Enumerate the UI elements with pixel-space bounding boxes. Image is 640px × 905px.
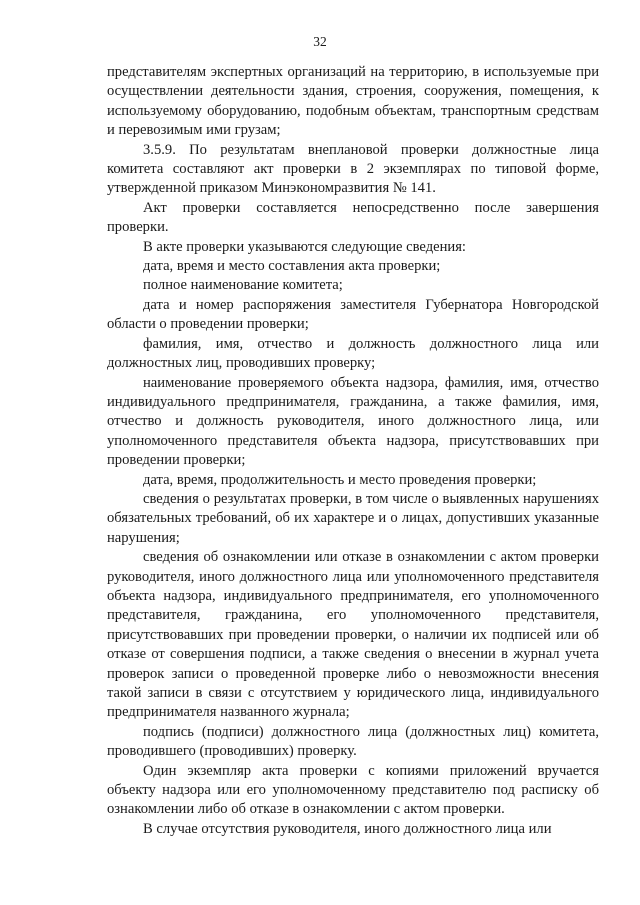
paragraph-9: наименование проверяемого объекта надзора, фамилия, имя, отчество индивидуального предпринимателя, гражданина, а также фамилия, имя, отчество и должность руководителя, иного должностного лица, или уполномоченного представителя объекта надзора, присутствовавших при проведении проверки; bbox=[107, 374, 599, 469]
document-body bbox=[107, 63, 599, 839]
paragraph-10: дата, время, продолжительность и место проведения проверки; bbox=[143, 471, 537, 488]
paragraph-12: сведения об ознакомлении или отказе в ознакомлении с актом проверки руководителя, иного должностного лица или уполномоченного представителя объекта надзора, индивидуального предпринимателя, его уполномоченного представителя, гражданина, его уполномоченного представителя, присутствовавших при проведении проверки, о наличии их подписей или об отказе от совершения подписи, а также сведения о внесении в журнал учета проверок записи о проведенной проверке либо о невозможности внесения такой записи в связи с отсутствием у юридического лица, индивидуального предпринимателя названного журнала; bbox=[107, 549, 599, 721]
paragraph-11: сведения о результатах проверки, в том числе о выявленных нарушениях обязательных требований, об их характере и о лицах, допустивших указанные нарушения; bbox=[107, 490, 599, 546]
paragraph-2: 3.5.9. По результатам внеплановой проверки должностные лица комитета составляют акт проверки в 2 экземплярах по типовой форме, утвержденной приказом Минэкономразвития № 141. bbox=[107, 141, 599, 197]
paragraph-4: В акте проверки указываются следующие сведения: bbox=[143, 238, 466, 255]
paragraph-8: фамилия, имя, отчество и должность должностного лица или должностных лиц, проводивших проверку; bbox=[107, 335, 599, 372]
paragraph-13: подпись (подписи) должностного лица (должностных лиц) комитета, проводившего (проводивших) проверку. bbox=[107, 723, 599, 760]
paragraph-6: полное наименование комитета; bbox=[143, 277, 343, 294]
paragraph-1: представителям экспертных организаций на территорию, в используемые при осуществлении деятельности здания, строения, сооружения, помещения, к используемому оборудованию, подобным объектам, транспортным средствам и перевозимым ими грузам; bbox=[107, 64, 599, 139]
paragraph-3: Акт проверки составляется непосредственно после завершения проверки. bbox=[107, 199, 599, 236]
paragraph-5: дата, время и место составления акта проверки; bbox=[143, 258, 441, 275]
paragraph-15: В случае отсутствия руководителя, иного должностного лица или bbox=[143, 820, 552, 837]
paragraph-14: Один экземпляр акта проверки с копиями приложений вручается объекту надзора или его уполномоченному представителю под расписку об ознакомлении либо об отказе в ознакомлении с актом проверки. bbox=[107, 762, 599, 818]
paragraph-7: дата и номер распоряжения заместителя Губернатора Новгородской области о проведении проверки; bbox=[107, 296, 599, 333]
page-number: 32 bbox=[313, 34, 327, 49]
